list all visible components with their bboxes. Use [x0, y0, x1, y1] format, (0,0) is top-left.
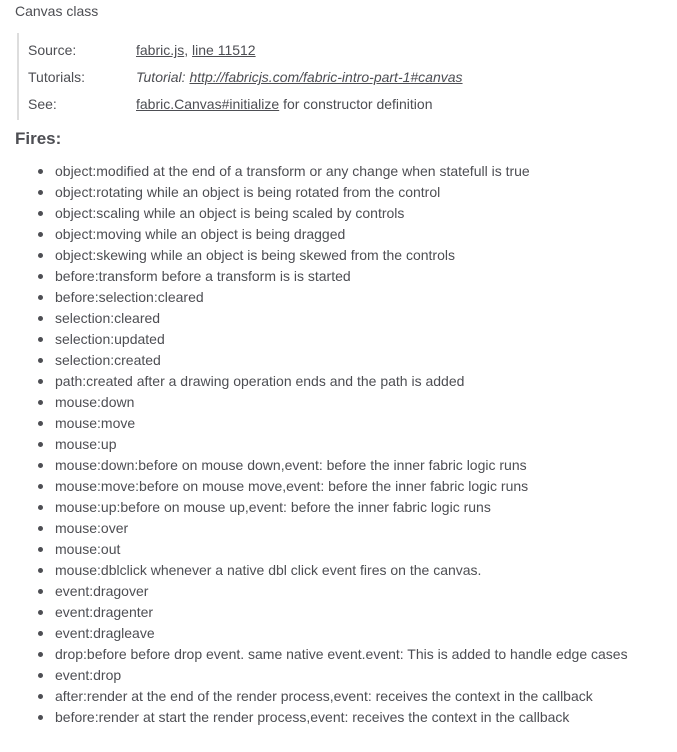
event-item: [37, 707, 677, 728]
bullet-icon: [38, 526, 43, 531]
source-separator: ,: [184, 42, 193, 58]
bullet-icon: [38, 421, 43, 426]
event-text: event:dragenter: [55, 604, 154, 620]
event-item: [37, 518, 677, 539]
event-item: [37, 224, 677, 245]
bullet-icon: [38, 610, 43, 615]
source-label: Source:: [28, 42, 77, 58]
event-text: object:skewing while an object is being skewed from the controls: [55, 247, 455, 263]
bullet-icon: [38, 568, 43, 573]
event-text: event:dragover: [55, 583, 149, 599]
event-item: [37, 329, 677, 350]
event-text: object:modified at the end of a transform or any change when statefull is true: [55, 163, 530, 179]
bullet-icon: [38, 547, 43, 552]
bullet-icon: [38, 400, 43, 405]
bullet-icon: [38, 358, 43, 363]
bullet-icon: [38, 379, 43, 384]
event-text: mouse:down: [55, 394, 135, 410]
bullet-icon: [38, 190, 43, 195]
event-item: [37, 455, 677, 476]
bullet-icon: [38, 484, 43, 489]
source-file-link[interactable]: fabric.js: [136, 42, 185, 58]
bullet-icon: [38, 631, 43, 636]
bullet-icon: [38, 169, 43, 174]
event-text: mouse:up: [55, 436, 117, 452]
bullet-icon: [38, 463, 43, 468]
event-text: path:created after a drawing operation ends and the path is added: [55, 373, 465, 389]
see-value: [136, 91, 432, 118]
see-suffix: for constructor definition: [279, 96, 433, 112]
details-block: [17, 33, 677, 120]
see-label: See:: [28, 96, 57, 112]
event-text: mouse:move:before on mouse move,event: before the inner fabric logic runs: [55, 478, 529, 494]
event-text: event:drop: [55, 667, 122, 683]
event-text: selection:created: [55, 352, 161, 368]
tutorials-value: [136, 64, 463, 91]
event-text: mouse:move: [55, 415, 136, 431]
event-text: object:scaling while an object is being scaled by controls: [55, 205, 405, 221]
event-text: mouse:over: [55, 520, 129, 536]
event-item: [37, 182, 677, 203]
event-text: object:rotating while an object is being rotated from the control: [55, 184, 441, 200]
see-link[interactable]: fabric.Canvas#initialize: [136, 96, 280, 112]
event-item: [37, 203, 677, 224]
bullet-icon: [38, 505, 43, 510]
tutorial-link[interactable]: http://fabricjs.com/fabric-intro-part-1#canvas: [189, 69, 463, 85]
bullet-icon: [38, 316, 43, 321]
tutorials-row: [28, 64, 677, 91]
source-line-link[interactable]: line 11512: [192, 42, 256, 58]
event-item: [37, 581, 677, 602]
event-item: [37, 413, 677, 434]
bullet-icon: [38, 211, 43, 216]
event-text: selection:updated: [55, 331, 165, 347]
event-item: [37, 287, 677, 308]
bullet-icon: [38, 715, 43, 720]
event-item: [37, 392, 677, 413]
event-item: [37, 161, 677, 182]
bullet-icon: [38, 673, 43, 678]
event-item: [37, 245, 677, 266]
source-row: [28, 37, 677, 64]
event-item: [37, 686, 677, 707]
event-item: [37, 476, 677, 497]
event-text: after:render at the end of the render process,event: receives the context in the callback: [55, 688, 593, 704]
bullet-icon: [38, 337, 43, 342]
bullet-icon: [38, 442, 43, 447]
event-item: [37, 539, 677, 560]
event-text: selection:cleared: [55, 310, 161, 326]
event-item: [37, 350, 677, 371]
bullet-icon: [38, 274, 43, 279]
event-item: [37, 266, 677, 287]
event-item: [37, 623, 677, 644]
tutorials-label: Tutorials:: [28, 69, 86, 85]
event-text: mouse:down:before on mouse down,event: before the inner fabric logic runs: [55, 457, 527, 473]
event-text: before:selection:cleared: [55, 289, 204, 305]
event-item: [37, 644, 677, 665]
event-item: [37, 602, 677, 623]
bullet-icon: [38, 652, 43, 657]
tutorial-prefix: Tutorial:: [136, 69, 190, 85]
class-description: Canvas class: [15, 3, 99, 19]
bullet-icon: [38, 589, 43, 594]
event-item: [37, 665, 677, 686]
event-text: before:render at start the render process,event: receives the context in the callback: [55, 709, 570, 725]
event-text: mouse:up:before on mouse up,event: before the inner fabric logic runs: [55, 499, 491, 515]
events-list: [15, 161, 677, 728]
event-text: drop:before before drop event. same native event.event: This is added to handle edge cases: [55, 646, 628, 662]
bullet-icon: [38, 694, 43, 699]
event-text: event:dragleave: [55, 625, 155, 641]
event-text: mouse:dblclick whenever a native dbl click event fires on the canvas.: [55, 562, 482, 578]
bullet-icon: [38, 295, 43, 300]
event-text: mouse:out: [55, 541, 121, 557]
event-item: [37, 497, 677, 518]
event-item: [37, 371, 677, 392]
see-row: [28, 91, 677, 118]
event-text: before:transform before a transform is is started: [55, 268, 351, 284]
event-item: [37, 434, 677, 455]
bullet-icon: [38, 253, 43, 258]
event-item: [37, 308, 677, 329]
event-item: [37, 560, 677, 581]
event-text: object:moving while an object is being dragged: [55, 226, 346, 242]
bullet-icon: [38, 232, 43, 237]
fires-heading: Fires:: [15, 129, 62, 148]
source-value: [136, 37, 256, 64]
